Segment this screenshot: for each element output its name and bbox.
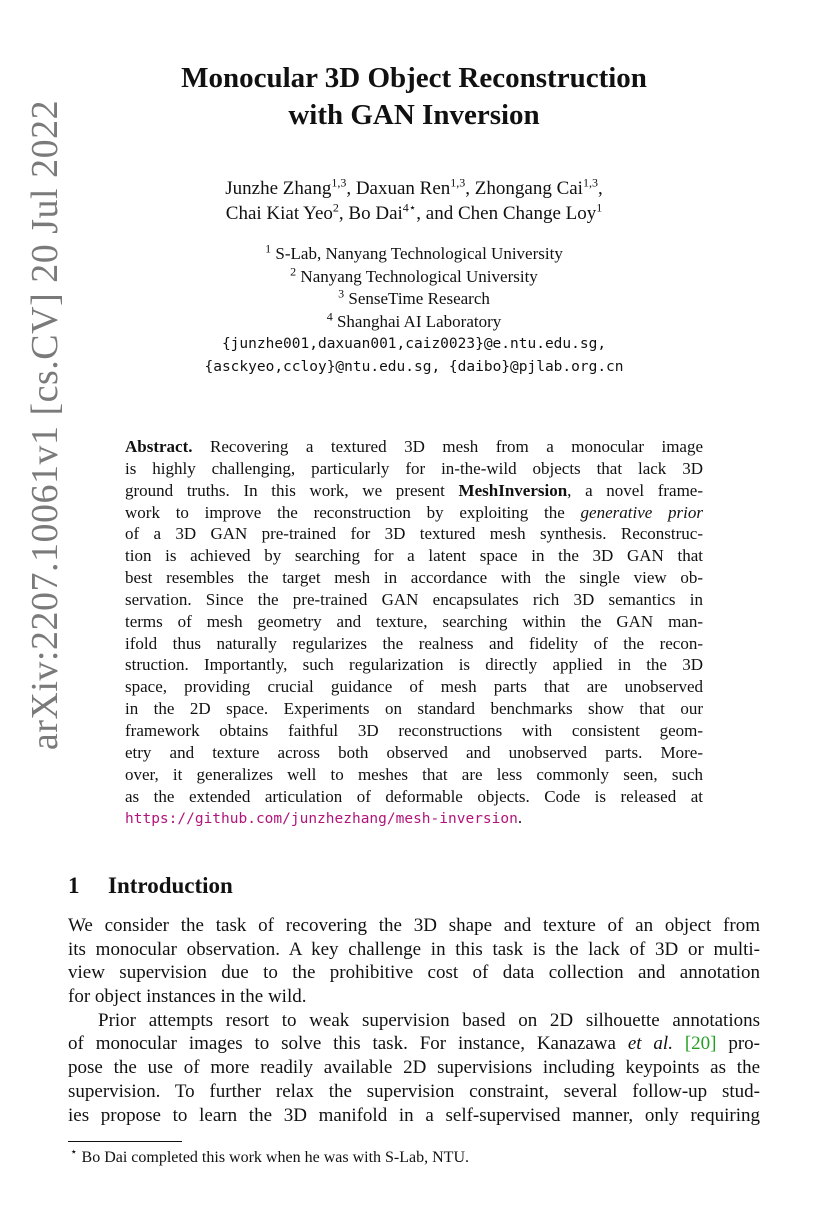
footnote [70,1144,469,1168]
author-name: , Zhongang Cai [465,178,583,199]
body-line: We consider the task of recovering the 3D shape and texture of an object from [68,915,760,936]
abstract-text: work to improve the reconstruction by exploiting the [125,502,565,522]
author-name: , Bo Dai [338,203,403,224]
introduction-body [68,914,760,1127]
author-list [100,176,728,226]
body-line: view supervision due to the prohibitive cost of data collection and annotation [68,962,760,984]
abstract-line: terms of mesh geometry and texture, searching within the GAN man- [125,611,703,631]
body-line: for object instances in the wild. [68,986,307,1008]
author-affil-mark: 1,3 [331,175,347,190]
footnote-text: Bo Dai completed this work when he was with S-Lab, NTU. [81,1149,469,1166]
body-line: ies propose to learn the 3D manifold in a self-supervised manner, only requiring [68,1104,760,1126]
author-affil-mark: 4⋆ [402,200,417,215]
author-name: Chai Kiat Yeo [225,203,333,224]
body-text: pro- [728,1033,761,1055]
author-name: , Daxuan Ren [346,178,451,199]
email-line-2: {asckyeo,ccloy}@ntu.edu.sg, {daibo}@pjlab.org.cn [204,358,624,375]
abstract-line [125,807,703,829]
abstract-line: servation. Since the pre-trained GAN encapsulates rich 3D semantics in [125,589,703,609]
abstract-line: over, it generalizes well to meshes that are less commonly seen, such [125,764,703,784]
abstract-text: . [517,808,523,828]
affiliation-1 [100,243,728,266]
affiliation-4 [100,308,728,334]
author-name: Junzhe Zhang [225,178,332,199]
body-line: its monocular observation. A key challenge in this task is the lack of 3D or multi- [68,938,760,960]
section-title-text: Introduction [108,873,233,898]
abstract-line [125,436,703,458]
body-line [68,1032,760,1056]
title-line-2: with GAN Inversion [288,99,540,131]
arxiv-identifier: arXiv:2207.10061v1 [cs.CV] 20 Jul 2022 [24,99,66,751]
body-text: of monocular images to solve this task. For instance, Kanazawa [68,1033,616,1055]
affil-text: Nanyang Technological University [300,266,538,286]
abstract-text: , a novel frame- [567,480,703,500]
citation-number[interactable]: 20 [691,1033,711,1055]
author-separator: , [597,178,603,199]
abstract [125,436,703,829]
affil-number: 2 [290,263,297,278]
footnote-mark: ⋆ [70,1144,78,1159]
body-line: Prior attempts resort to weak supervision based on 2D silhouette annotations [98,1009,760,1031]
affil-number: 3 [338,286,345,301]
abstract-line: in the 2D space. Experiments on standard benchmarks show that our [125,699,703,719]
title-line-1: Monocular 3D Object Reconstruction [181,62,647,94]
author-affil-mark: 1,3 [582,175,598,190]
abstract-line: struction. Importantly, such regularization is directly applied in the 3D [125,655,703,675]
abstract-line: framework obtains faithful 3D reconstructions with consistent geom- [125,720,703,740]
affil-number: 1 [265,241,272,256]
affiliation-block [100,243,728,378]
citation-link[interactable]: [20] [684,1033,717,1055]
section-heading [68,873,233,899]
body-line: pose the use of more readily available 2D supervisions including keypoints as the [68,1057,760,1079]
author-line-2 [100,201,728,226]
affil-number: 4 [326,308,333,323]
abstract-line: ifold thus naturally regularizes the realness and fidelity of the recon- [125,633,703,653]
author-affil-mark: 1,3 [450,175,466,190]
author-affil-mark: 1 [596,200,603,215]
emphasis-text: et al. [627,1033,673,1055]
author-line-1 [100,176,728,201]
abstract-line: is highly challenging, particularly for in-the-wild objects that lack 3D [125,458,703,478]
affil-text: SenseTime Research [348,289,490,308]
abstract-label: Abstract. [125,437,193,456]
affil-text: Shanghai AI Laboratory [336,311,502,331]
code-link[interactable]: https://github.com/junzhezhang/mesh-inversion [125,811,518,828]
affiliation-2 [100,263,728,289]
author-name: , and Chen Change Loy [416,203,597,224]
author-affil-mark: 2 [332,200,339,215]
abstract-line [125,502,703,524]
paper-title [100,60,728,134]
affiliation-3 [100,288,728,311]
abstract-line: of a 3D GAN pre-trained for 3D textured mesh synthesis. Reconstruc- [125,524,703,544]
abstract-line: space, providing crucial guidance of mesh parts that are unobserved [125,677,703,697]
abstract-text: ground truths. In this work, we present [125,480,445,500]
abstract-line: tion is achieved by searching for a latent space in the 3D GAN that [125,546,703,566]
email-line-1: {junzhe001,daxuan001,caiz0023}@e.ntu.edu.sg, [221,336,607,352]
emphasis-text: generative prior [580,502,703,522]
abstract-line: best resembles the target mesh in accordance with the single view ob- [125,568,703,588]
method-name: MeshInversion [458,480,568,500]
abstract-line: as the extended articulation of deformable objects. Code is released at [125,786,703,806]
affil-text: S-Lab, Nanyang Technological University [275,244,563,263]
body-line: supervision. To further relax the supervision constraint, several follow-up stud- [68,1080,760,1102]
footnote-rule [68,1141,182,1142]
abstract-line [125,480,703,502]
section-number: 1 [68,873,80,898]
abstract-line: etry and texture across both observed and unobserved parts. More- [125,742,703,762]
abstract-text: Recovering a textured 3D mesh from a monocular image [210,437,704,456]
